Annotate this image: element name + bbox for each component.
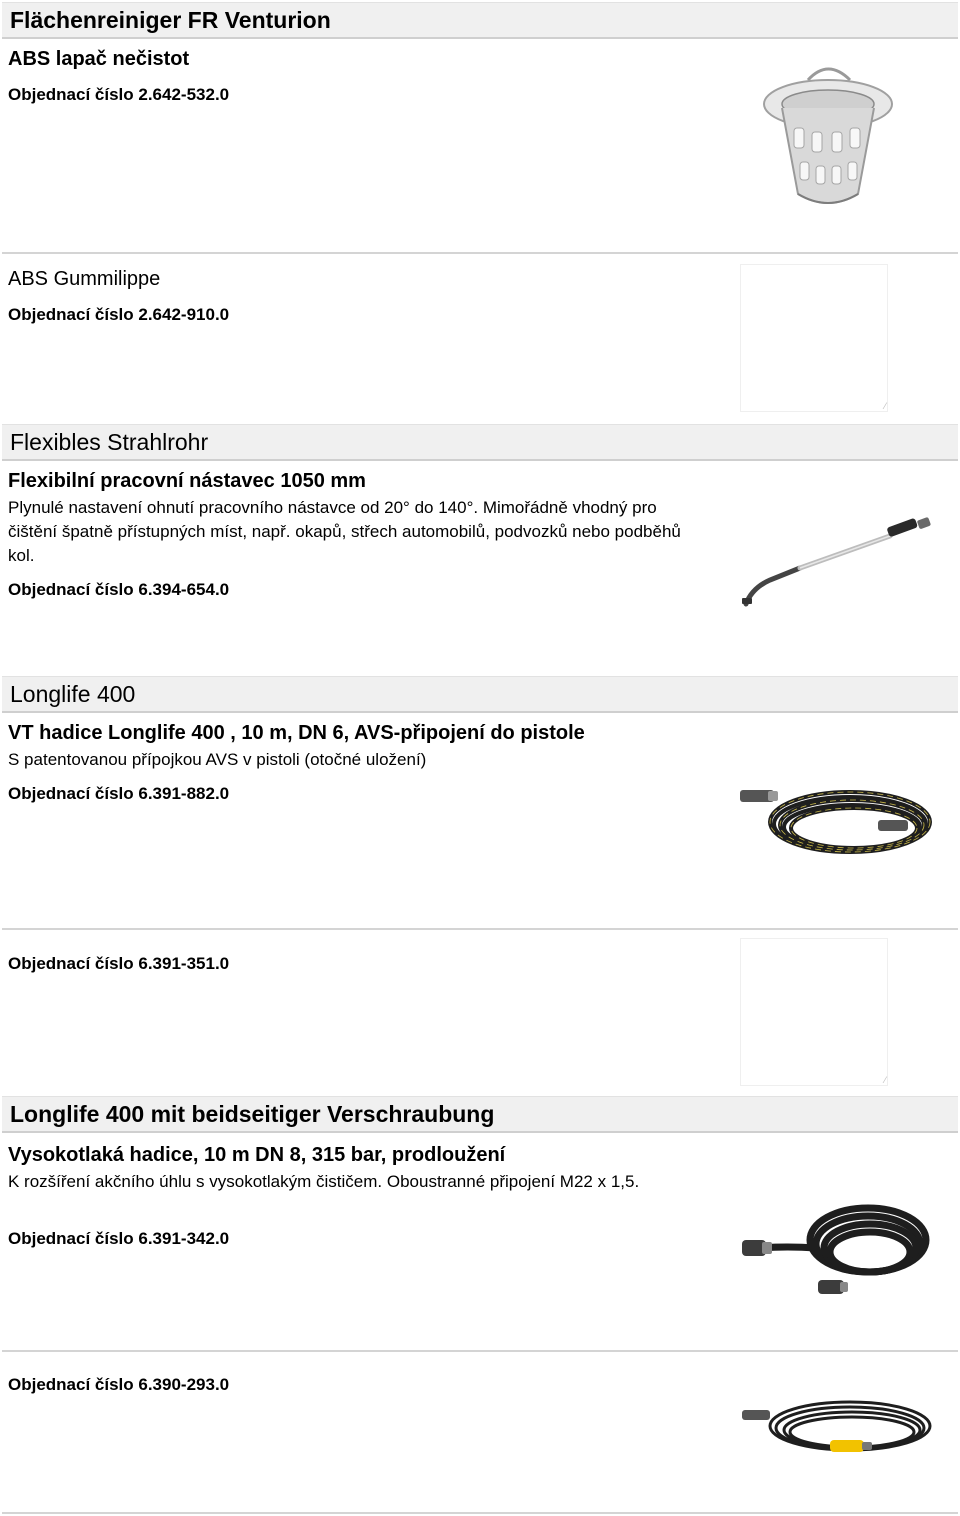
product-description: S patentovanou přípojkou AVS v pistoli (otočné uložení) [8, 750, 427, 769]
product-title: VT hadice Longlife 400 , 10 m, DN 6, AVS-připojení do pistole [8, 722, 585, 744]
divider [2, 928, 958, 930]
section-header [2, 1096, 958, 1133]
order-number: Objednací číslo 2.642-532.0 [8, 85, 230, 104]
section-header [2, 676, 958, 713]
broken-image-icon: ⁄ [884, 1075, 886, 1085]
order-number: Objednací číslo 6.390-293.0 [8, 1375, 230, 1394]
order-number: Objednací číslo 6.391-342.0 [8, 1229, 230, 1248]
broken-image-icon: ⁄ [884, 401, 886, 411]
divider [2, 1512, 958, 1514]
product-description: K rozšíření akčního úhlu s vysokotlakým čističem. Oboustranné připojení M22 x 1,5. [8, 1172, 640, 1191]
dirt-trap-basket-image [758, 62, 898, 222]
order-number: Objednací číslo 6.391-882.0 [8, 784, 230, 803]
product-title: ABS lapač nečistot [8, 48, 190, 70]
order-number: Objednací číslo 6.391-351.0 [8, 954, 230, 973]
section-header-text: Flexibles Strahlrohr [10, 429, 209, 455]
flexible-lance-image [740, 518, 936, 612]
product-title: Flexibilní pracovní nástavec 1050 mm [8, 470, 366, 492]
order-number: Objednací číslo 6.394-654.0 [8, 580, 230, 599]
product-title: Vysokotlaká hadice, 10 m DN 8, 315 bar, prodloužení [8, 1144, 506, 1166]
section-header [2, 424, 958, 461]
product-title: ABS Gummilippe [8, 268, 161, 290]
divider [2, 252, 958, 254]
image-placeholder [740, 938, 888, 1086]
image-placeholder [740, 264, 888, 412]
order-number: Objednací číslo 2.642-910.0 [8, 305, 230, 324]
section-header-text: Longlife 400 mit beidseitiger Verschraubung [10, 1101, 495, 1127]
section-header-text: Flächenreiniger FR Venturion [10, 7, 331, 33]
section-header-text: Longlife 400 [10, 681, 136, 707]
hose-coil-image [738, 770, 938, 870]
product-description: Plynulé nastavení ohnutí pracovního nástavce od 20° do 140°. Mimořádně vhodný pro čištění špatně přístupných míst, např. okapů, střech automobilů, podvozků nebo podběhů kol. [8, 498, 681, 565]
hose-coil-yellow-image [738, 1388, 938, 1468]
section-header [2, 2, 958, 39]
hose-coil-image [738, 1190, 938, 1300]
divider [2, 1350, 958, 1352]
